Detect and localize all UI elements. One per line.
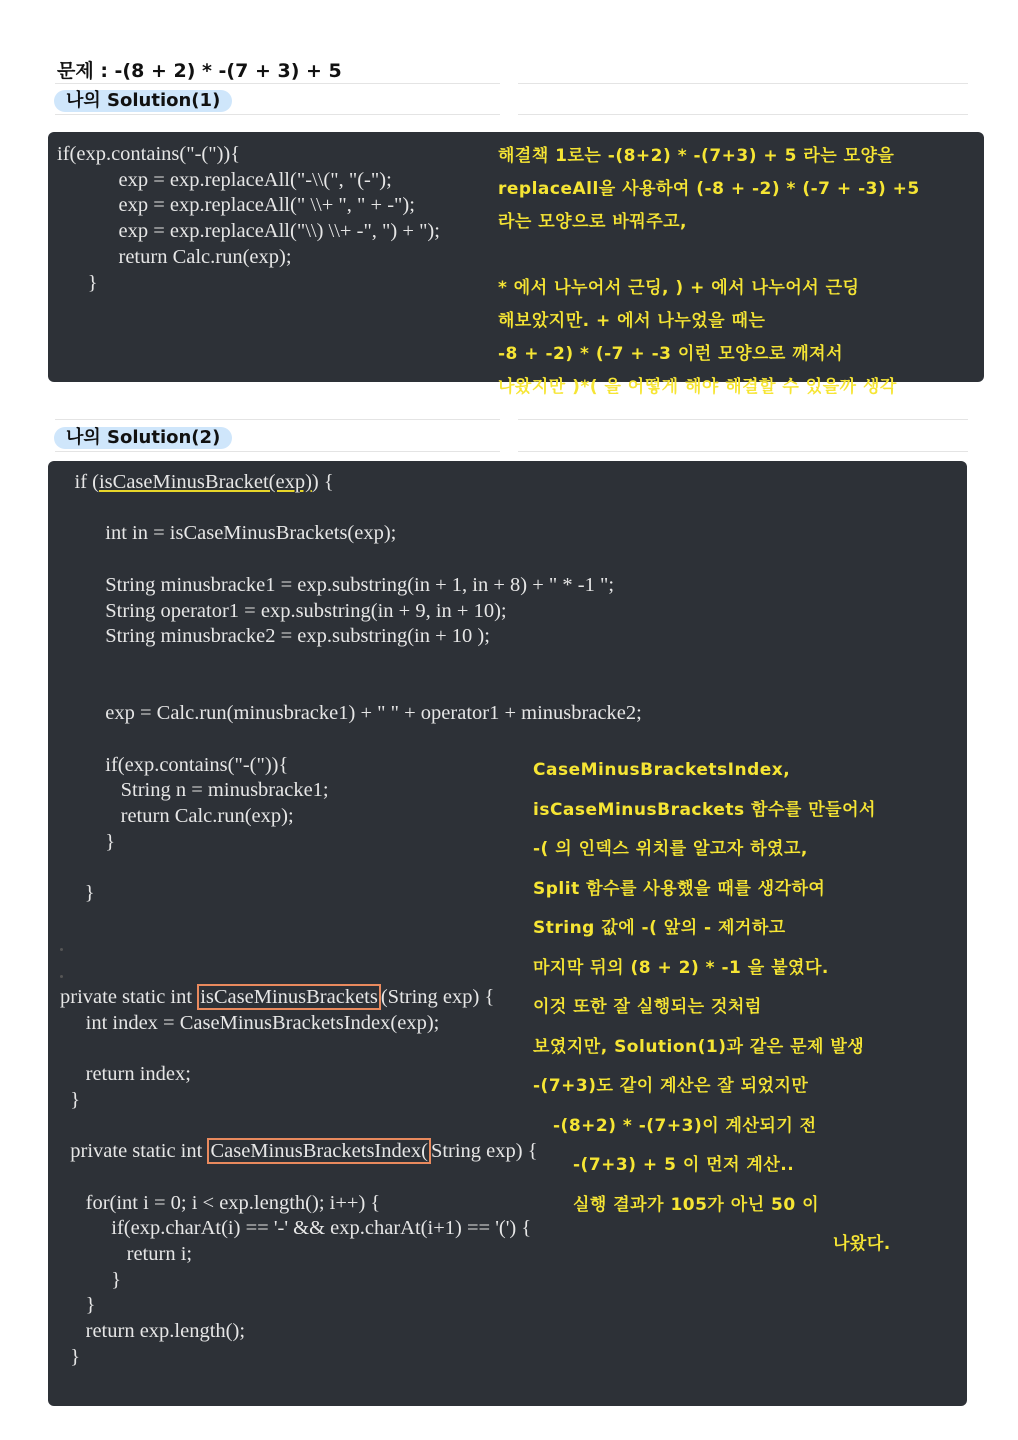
code-text: } xyxy=(60,1345,81,1368)
code-text: String minusbracke2 = exp.substring(in + 10 ); xyxy=(54,625,490,648)
ellipsis-dot xyxy=(60,975,63,978)
code-line xyxy=(54,624,642,650)
note-line xyxy=(498,239,920,272)
code-line: exp = exp.replaceAll("-\\(", "(-"); xyxy=(57,168,392,191)
code-line xyxy=(54,727,642,753)
code-line xyxy=(60,1088,538,1114)
divider xyxy=(55,114,500,115)
code-line xyxy=(60,1036,538,1062)
code-line: } xyxy=(57,271,98,294)
code-line xyxy=(60,1114,538,1140)
code-text: if(exp.contains("-(")){ xyxy=(54,753,289,776)
code-text: if(exp.charAt(i) == '-' && exp.charAt(i+1) == '(') { xyxy=(60,1217,532,1240)
highlighted-method-name: isCaseMinusBrackets xyxy=(197,984,381,1010)
code-line: exp = exp.replaceAll("\\) \\+ -", ") + "); xyxy=(57,220,440,243)
code-line xyxy=(60,1165,538,1191)
divider xyxy=(55,83,500,84)
code-text: (String exp) { xyxy=(380,986,495,1008)
note-line: -(7+3)도 같이 계산은 잘 되었지만 xyxy=(533,1076,809,1096)
code-line xyxy=(54,650,642,676)
code-line xyxy=(60,1319,538,1345)
code-line xyxy=(60,985,538,1011)
code-line xyxy=(54,547,642,573)
code-line xyxy=(54,599,642,625)
solution2-helper-code xyxy=(60,985,538,1371)
note-line: -(8+2) * -(7+3)이 계산되기 전 xyxy=(553,1115,817,1136)
note-line: -8 + -2) * (-7 + -3 이런 모양으로 깨져서 xyxy=(498,344,844,364)
note-line: 라는 모양으로 바꿔주고, xyxy=(498,212,688,232)
solution2-handwritten-note xyxy=(533,751,891,1265)
solution2-panel xyxy=(48,461,967,1406)
code-line xyxy=(54,573,642,599)
solution1-title: 나의 Solution(1) xyxy=(54,90,232,112)
ellipsis-dot xyxy=(60,948,63,951)
code-line xyxy=(60,1062,538,1088)
code-text: exp = Calc.run(minusbracke1) + " " + operator1 + minusbracke2; xyxy=(54,702,642,725)
code-line: return Calc.run(exp); xyxy=(57,245,292,268)
underlined-call: isCaseMinusBracket(exp) xyxy=(98,471,312,493)
code-text: private static int xyxy=(60,986,198,1008)
note-line: String 값에 -( 앞의 - 제거하고 xyxy=(533,918,786,938)
note-line: 실행 결과가 105가 아닌 50 이 xyxy=(573,1194,820,1215)
code-text: String exp) { xyxy=(430,1140,538,1163)
code-text: if ( xyxy=(54,471,99,493)
note-line: 해보았지만. + 에서 나누었을 때는 xyxy=(498,311,766,331)
note-line: 해결책 1로는 -(8+2) * -(7+3) + 5 라는 모양을 xyxy=(498,146,895,166)
code-text: for(int i = 0; i < exp.length(); i++) { xyxy=(60,1191,381,1214)
divider xyxy=(518,451,968,452)
code-text: return i; xyxy=(60,1243,193,1266)
code-line xyxy=(60,1345,538,1371)
solution1-code xyxy=(57,142,440,296)
code-line xyxy=(60,1216,538,1242)
note-line: * 에서 나누어서 근딩, ) + 에서 나누어서 근딩 xyxy=(498,278,860,298)
code-text: } xyxy=(60,1268,122,1291)
note-line: Split 함수를 사용했을 때를 생각하여 xyxy=(533,878,826,899)
code-text: } xyxy=(60,1088,81,1111)
note-line: 이것 또한 잘 실행되는 것처럼 xyxy=(533,997,762,1017)
code-text: return index; xyxy=(60,1063,191,1086)
solution1-handwritten-note xyxy=(498,140,920,404)
note-line: 나왔다. xyxy=(833,1234,891,1254)
code-text: return exp.length(); xyxy=(60,1320,246,1343)
problem-title: 문제 : -(8 + 2) * -(7 + 3) + 5 xyxy=(57,60,342,82)
solution2-title: 나의 Solution(2) xyxy=(54,427,232,449)
code-line xyxy=(54,521,642,547)
code-line: exp = exp.replaceAll(" \\+ ", " + -"); xyxy=(57,194,415,217)
code-text: } xyxy=(54,830,116,853)
divider xyxy=(55,419,500,420)
solution1-panel xyxy=(48,132,984,397)
divider xyxy=(55,451,500,452)
note-line: isCaseMinusBrackets 함수를 만들어서 xyxy=(533,799,876,820)
code-line: if(exp.contains("-(")){ xyxy=(57,143,241,165)
code-text: int index = CaseMinusBracketsIndex(exp); xyxy=(60,1011,440,1034)
note-line: 나왔지만 )*( 을 어떻게 해야 해결할 수 있을까 생각 xyxy=(498,377,897,397)
code-text: int in = isCaseMinusBrackets(exp); xyxy=(54,522,397,545)
divider xyxy=(518,83,968,84)
code-line xyxy=(60,1011,538,1037)
code-text: } xyxy=(60,1294,96,1317)
note-line: -(7+3) + 5 이 먼저 계산.. xyxy=(573,1155,795,1175)
highlighted-method-name: CaseMinusBracketsIndex( xyxy=(207,1138,430,1164)
note-line: replaceAll을 사용하여 (-8 + -2) * (-7 + -3) +5 xyxy=(498,179,920,199)
code-text: String minusbracke1 = exp.substring(in + 1, in + 8) + " * -1 "; xyxy=(54,573,615,596)
code-text: } xyxy=(54,882,95,905)
note-line: -( 의 인덱스 위치를 알고자 하였고, xyxy=(533,839,808,859)
code-text: String n = minusbracke1; xyxy=(54,779,329,802)
code-line xyxy=(60,1293,538,1319)
code-line xyxy=(60,1268,538,1294)
code-line xyxy=(60,1191,538,1217)
code-line xyxy=(54,496,642,522)
code-line xyxy=(60,1139,538,1165)
code-line xyxy=(54,470,642,496)
divider xyxy=(518,114,968,115)
code-line xyxy=(54,701,642,727)
code-line xyxy=(54,676,642,702)
divider xyxy=(518,419,968,420)
note-line: 마지막 뒤의 (8 + 2) * -1 을 붙였다. xyxy=(533,957,829,978)
note-line: CaseMinusBracketsIndex, xyxy=(533,760,791,780)
code-text: return Calc.run(exp); xyxy=(54,805,294,828)
code-text: ) { xyxy=(311,471,334,493)
note-line: 보였지만, Solution(1)과 같은 문제 발생 xyxy=(533,1036,865,1057)
code-text: String operator1 = exp.substring(in + 9, in + 10); xyxy=(54,599,507,622)
code-line xyxy=(60,1242,538,1268)
code-text: private static int xyxy=(60,1140,208,1163)
